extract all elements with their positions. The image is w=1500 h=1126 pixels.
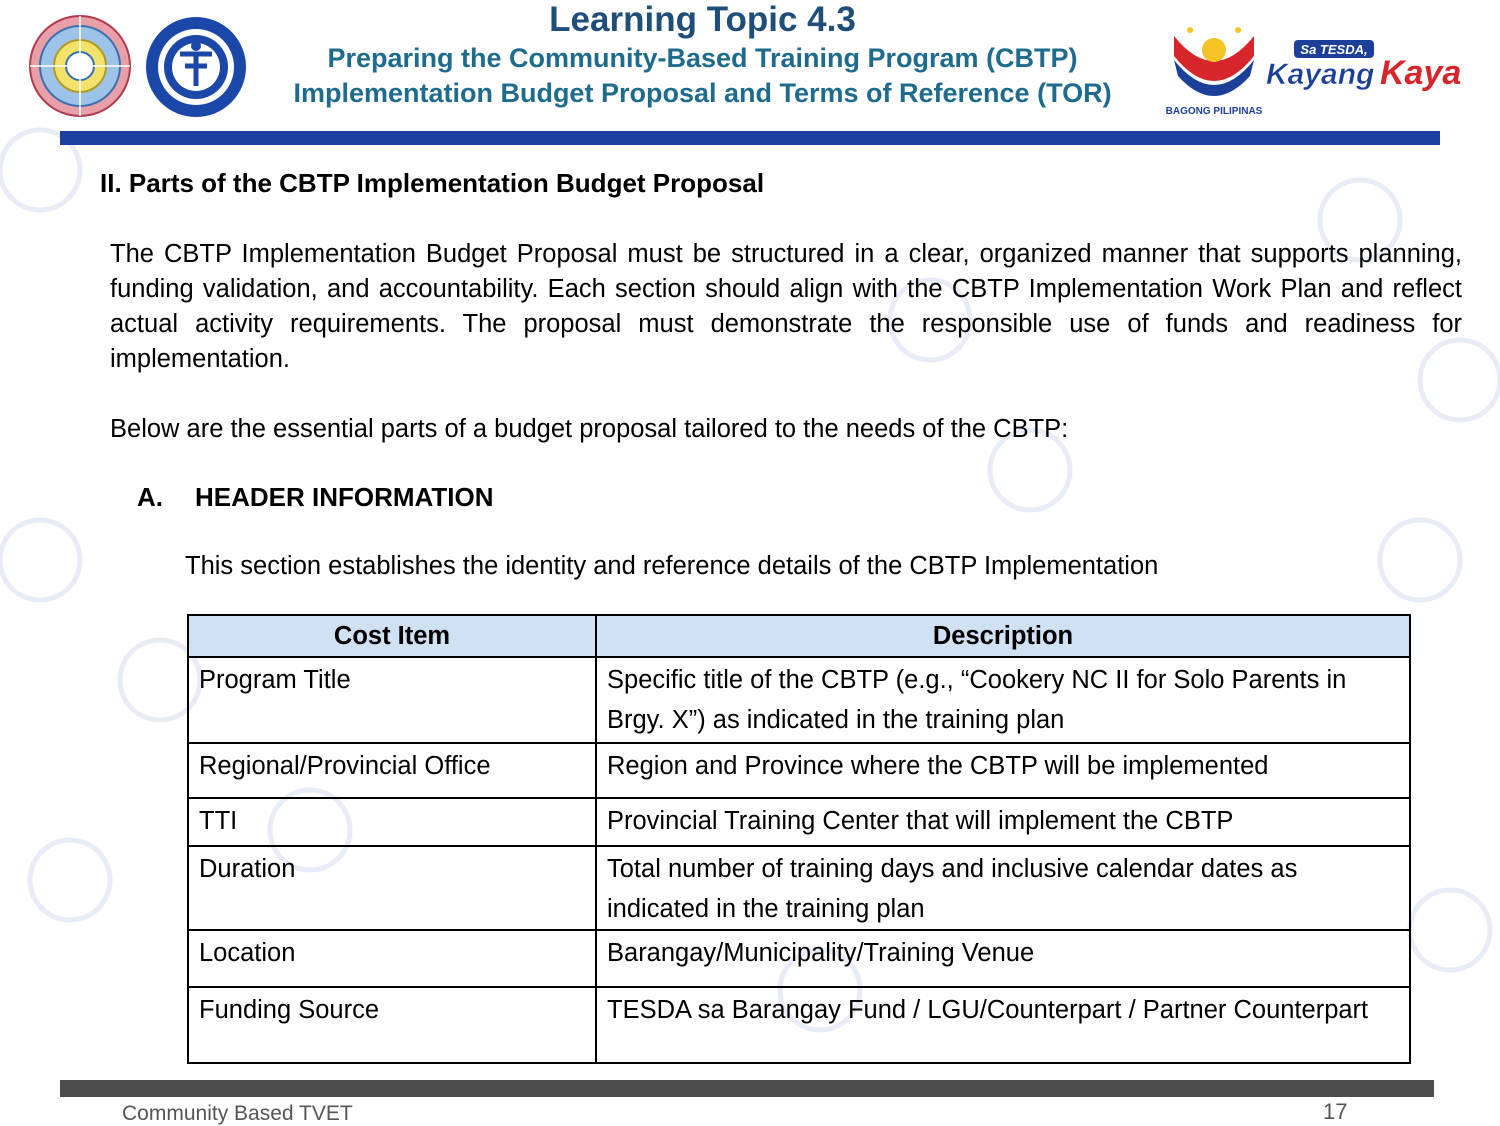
subtitle-line-1: Preparing the Community-Based Training Program (CBTP) — [327, 43, 1078, 73]
table-row — [188, 657, 1410, 743]
cost-item-cell: Regional/Provincial Office — [188, 743, 596, 798]
description-cell: Barangay/Municipality/Training Venue — [596, 930, 1410, 987]
section-heading: II. Parts of the CBTP Implementation Budget Proposal — [100, 168, 765, 198]
essential-parts-paragraph: Below are the essential parts of a budget proposal tailored to the needs of the CBTP: — [110, 415, 1069, 443]
page-title: Learning Topic 4.3 — [549, 0, 856, 39]
description-cell: Specific title of the CBTP (e.g., “Cookery NC II for Solo Parents in Brgy. X”) as indicated in the training plan — [596, 657, 1410, 743]
footer-divider-bar — [60, 1080, 1434, 1097]
tvet-gear-logo-icon — [28, 14, 132, 118]
footer-label: Community Based TVET — [122, 1102, 353, 1125]
slogan-kaya-text: Kaya — [1380, 54, 1462, 92]
slogan-small-text: Sa TESDA, — [1300, 42, 1368, 57]
column-header-cost-item: Cost Item — [188, 615, 596, 657]
description-cell: Total number of training days and inclusive calendar dates as indicated in the training plan — [596, 846, 1410, 930]
description-cell: Provincial Training Center that will implement the CBTP — [596, 798, 1410, 846]
table-row — [188, 798, 1410, 846]
cost-item-cell: Funding Source — [188, 987, 596, 1063]
cost-item-cell: Location — [188, 930, 596, 987]
header-information-table — [187, 614, 1411, 1064]
bagong-pilipinas-logo-icon — [1160, 16, 1268, 118]
header-divider-bar — [60, 131, 1440, 145]
cost-item-cell: Program Title — [188, 657, 596, 743]
page-number: 17 — [1323, 1099, 1348, 1124]
table-row — [188, 987, 1410, 1063]
bagong-pilipinas-text: BAGONG PILIPINAS — [1165, 106, 1263, 117]
cost-item-cell: Duration — [188, 846, 596, 930]
tesda-seal-icon — [145, 16, 247, 118]
subtitle-line-2: Implementation Budget Proposal and Terms of Reference (TOR) — [293, 78, 1112, 108]
description-cell: TESDA sa Barangay Fund / LGU/Counterpart / Partner Counterpart — [596, 987, 1410, 1063]
subsection-title: HEADER INFORMATION — [195, 482, 494, 512]
kayang-kaya-logo-icon — [1262, 40, 1478, 96]
column-header-description: Description — [596, 615, 1410, 657]
table-row — [188, 846, 1410, 930]
table-row — [188, 930, 1410, 987]
table-header-row — [188, 615, 1410, 657]
slogan-kayang-text: Kayang — [1266, 58, 1375, 91]
subsection-heading — [137, 482, 494, 513]
subsection-letter: A. — [137, 482, 163, 512]
cost-item-cell: TTI — [188, 798, 596, 846]
table-row — [188, 743, 1410, 798]
subsection-intro: This section establishes the identity and reference details of the CBTP Implementation — [185, 552, 1159, 580]
description-cell: Region and Province where the CBTP will be implemented — [596, 743, 1410, 798]
intro-paragraph: The CBTP Implementation Budget Proposal must be structured in a clear, organized manner that supports planning, funding validation, and accountability. Each section should align with the CBTP Implementation Work Plan and reflect actual activity requirements. The proposal must demonstrate the responsible use of funds and readiness for implementation. — [110, 240, 1462, 373]
